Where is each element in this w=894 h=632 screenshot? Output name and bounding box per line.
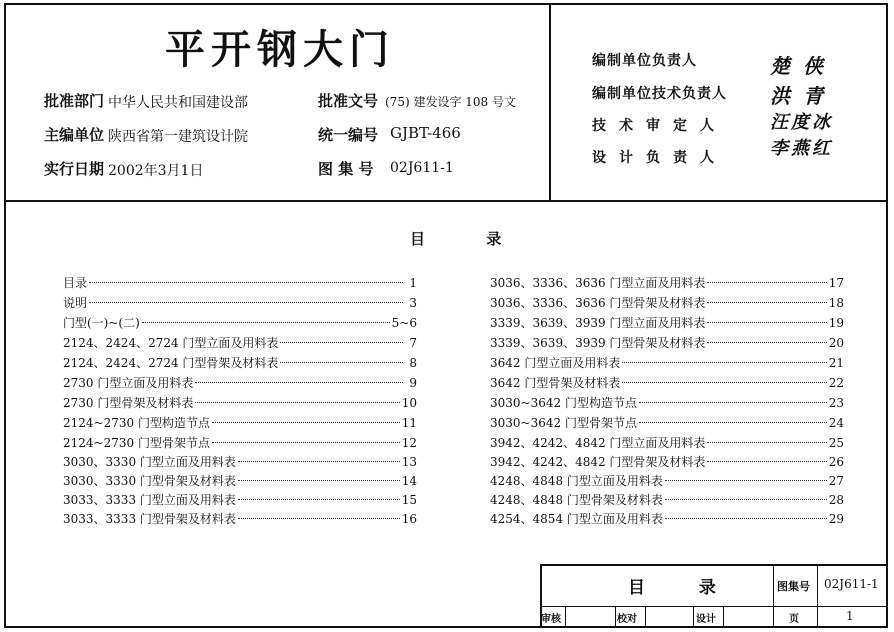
toc-entry-page: 17	[828, 276, 844, 290]
toc-leader	[212, 422, 400, 423]
toc-entry-title: 2124~2730 门型构造节点	[63, 416, 210, 430]
toc-entry-title: 4248、4848 门型骨架及材料表	[490, 493, 663, 507]
toc-entry	[63, 434, 417, 453]
toc-entry-page: 15	[401, 493, 417, 507]
toc-entry-title: 说明	[63, 296, 88, 310]
toc-leader	[622, 382, 826, 383]
toc-entry	[490, 394, 844, 413]
toc-heading: 目 录	[410, 230, 530, 248]
toc-entry-title: 3030~3642 门型构造节点	[490, 396, 637, 410]
approval-doc-value: (75) 建发设字 108 号文	[385, 95, 516, 109]
toc-entry	[490, 334, 844, 353]
toc-entry-page: 21	[828, 356, 844, 370]
unified-no-value: GJBT-466	[390, 124, 461, 142]
title-block-page-label: 页	[789, 614, 799, 625]
toc-leader	[89, 302, 403, 303]
signature-tech-head: 洪 青	[770, 84, 826, 108]
toc-entry-title: 3642 门型骨架及材料表	[490, 376, 621, 390]
title-block-col-line	[773, 564, 774, 628]
toc-entry-page: 1	[409, 276, 417, 290]
title-block-row-line	[540, 606, 888, 607]
unified-no-label: 统一编号	[318, 126, 379, 144]
toc-entry-title: 3036、3336、3636 门型立面及用料表	[490, 276, 706, 290]
toc-entry-title: 3942、4242、4842 门型骨架及材料表	[490, 455, 706, 469]
toc-leader	[280, 342, 403, 343]
toc-entry-title: 目录	[63, 276, 88, 290]
toc-entry	[63, 294, 417, 313]
header-vertical-divider	[549, 3, 551, 201]
toc-entry	[63, 354, 417, 373]
toc-leader	[639, 422, 827, 423]
title-block-check-label: 校对	[617, 614, 637, 625]
toc-entry-page: 26	[828, 455, 844, 469]
toc-entry	[63, 274, 417, 293]
effective-date-value: 2002年3月1日	[108, 163, 204, 179]
toc-entry-page: 12	[401, 436, 417, 450]
title-block-col-line	[565, 606, 566, 628]
toc-entry	[490, 434, 844, 453]
toc-leader	[238, 499, 400, 500]
toc-leader	[707, 442, 826, 443]
toc-entry-title: 3036、3336、3636 门型骨架及材料表	[490, 296, 706, 310]
toc-entry-page: 25	[828, 436, 844, 450]
approval-dept-label: 批准部门	[44, 92, 105, 110]
toc-leader	[707, 282, 826, 283]
toc-leader	[195, 402, 399, 403]
toc-leader	[665, 480, 827, 481]
title-block-sheet-title: 目 录	[628, 578, 740, 598]
atlas-title: 平开钢大门	[165, 27, 395, 73]
toc-entry	[63, 374, 417, 393]
toc-entry-title: 3339、3639、3939 门型立面及用料表	[490, 316, 706, 330]
toc-entry	[63, 453, 417, 472]
toc-entry	[490, 294, 844, 313]
toc-entry-page: 19	[828, 316, 844, 330]
atlas-no-label: 图 集 号	[318, 160, 374, 178]
toc-entry-title: 3030、3330 门型立面及用料表	[63, 455, 236, 469]
title-block-atlas-label: 图集号	[777, 580, 810, 593]
toc-entry-title: 门型(一)~(二)	[63, 316, 140, 330]
toc-entry-title: 2124~2730 门型骨架节点	[63, 436, 210, 450]
toc-entry-page: 29	[828, 512, 844, 526]
toc-entry-page: 8	[409, 356, 417, 370]
toc-entry-title: 3942、4242、4842 门型立面及用料表	[490, 436, 706, 450]
signature-unit-head: 楚 侠	[770, 54, 826, 78]
toc-entry-page: 23	[828, 396, 844, 410]
toc-entry-page: 10	[401, 396, 417, 410]
chief-unit-label: 主编单位	[44, 126, 105, 144]
toc-leader	[622, 362, 826, 363]
toc-entry-page: 22	[828, 376, 844, 390]
toc-entry	[490, 510, 844, 529]
title-block-col-line	[615, 606, 616, 628]
toc-entry	[63, 472, 417, 491]
title-block-col-line	[693, 606, 694, 628]
toc-entry	[490, 414, 844, 433]
signature-tech-review: 汪度冰	[770, 112, 833, 133]
toc-entry-page: 11	[401, 416, 417, 430]
toc-entry	[490, 274, 844, 293]
title-block-review-label: 审核	[541, 614, 561, 625]
toc-leader	[707, 342, 826, 343]
toc-leader	[238, 461, 400, 462]
toc-entry	[63, 510, 417, 529]
toc-leader	[280, 362, 403, 363]
toc-entry-page: 27	[828, 474, 844, 488]
toc-entry	[63, 394, 417, 413]
toc-entry-page: 9	[409, 376, 417, 390]
toc-entry	[63, 414, 417, 433]
toc-entry-title: 3642 门型立面及用料表	[490, 356, 621, 370]
toc-leader	[238, 518, 400, 519]
toc-entry-page: 18	[828, 296, 844, 310]
toc-leader	[707, 461, 826, 462]
title-block-design-label: 设计	[696, 614, 716, 625]
title-block-atlas-value: 02J611-1	[824, 577, 879, 591]
toc-leader	[142, 322, 390, 323]
approval-doc-label: 批准文号	[318, 92, 379, 110]
header-divider	[4, 200, 888, 202]
approval-dept-value: 中华人民共和国建设部	[108, 95, 248, 111]
resp-label-unit-head: 编制单位负责人	[592, 53, 697, 69]
toc-leader	[665, 499, 827, 500]
toc-entry-title: 3339、3639、3939 门型骨架及材料表	[490, 336, 706, 350]
toc-entry-title: 3030、3330 门型骨架及材料表	[63, 474, 236, 488]
toc-entry-title: 3033、3333 门型骨架及材料表	[63, 512, 236, 526]
toc-leader	[238, 480, 400, 481]
toc-entry-page: 5~6	[391, 316, 417, 330]
toc-entry-page: 3	[409, 296, 417, 310]
title-block-col-line	[723, 606, 724, 628]
toc-leader	[639, 402, 827, 403]
toc-entry-page: 24	[828, 416, 844, 430]
resp-label-design-head: 设计负责人	[592, 150, 727, 166]
toc-entry	[490, 314, 844, 333]
toc-entry-title: 3033、3333 门型立面及用料表	[63, 493, 236, 507]
toc-leader	[665, 518, 827, 519]
resp-label-tech-review: 技术审定人	[592, 118, 727, 134]
toc-entry	[63, 314, 417, 333]
atlas-no-value: 02J611-1	[390, 160, 454, 176]
toc-entry-title: 2730 门型立面及用料表	[63, 376, 194, 390]
toc-entry-title: 3030~3642 门型骨架节点	[490, 416, 637, 430]
toc-entry	[490, 374, 844, 393]
toc-entry	[63, 334, 417, 353]
toc-entry	[490, 491, 844, 510]
toc-leader	[707, 302, 826, 303]
title-block-col-line	[645, 606, 646, 628]
toc-entry	[490, 453, 844, 472]
toc-leader	[707, 322, 826, 323]
toc-entry-title: 4248、4848 门型立面及用料表	[490, 474, 663, 488]
toc-entry	[490, 354, 844, 373]
signature-design-head: 李燕红	[770, 138, 833, 159]
toc-leader	[195, 382, 403, 383]
toc-entry-title: 4254、4854 门型立面及用料表	[490, 512, 663, 526]
title-block-page-value: 1	[846, 609, 854, 623]
toc-entry-page: 14	[401, 474, 417, 488]
toc-entry-title: 2124、2424、2724 门型骨架及材料表	[63, 356, 279, 370]
title-block-col-line	[817, 564, 818, 628]
toc-entry	[63, 491, 417, 510]
toc-leader	[89, 282, 403, 283]
toc-entry-page: 20	[828, 336, 844, 350]
toc-entry-title: 2730 门型骨架及材料表	[63, 396, 194, 410]
toc-entry-page: 16	[401, 512, 417, 526]
chief-unit-value: 陕西省第一建筑设计院	[108, 129, 248, 145]
toc-entry-page: 13	[401, 455, 417, 469]
toc-entry	[490, 472, 844, 491]
effective-date-label: 实行日期	[44, 160, 105, 178]
toc-leader	[212, 442, 400, 443]
toc-entry-title: 2124、2424、2724 门型立面及用料表	[63, 336, 279, 350]
toc-entry-page: 28	[828, 493, 844, 507]
toc-entry-page: 7	[409, 336, 417, 350]
resp-label-tech-head: 编制单位技术负责人	[592, 86, 727, 102]
